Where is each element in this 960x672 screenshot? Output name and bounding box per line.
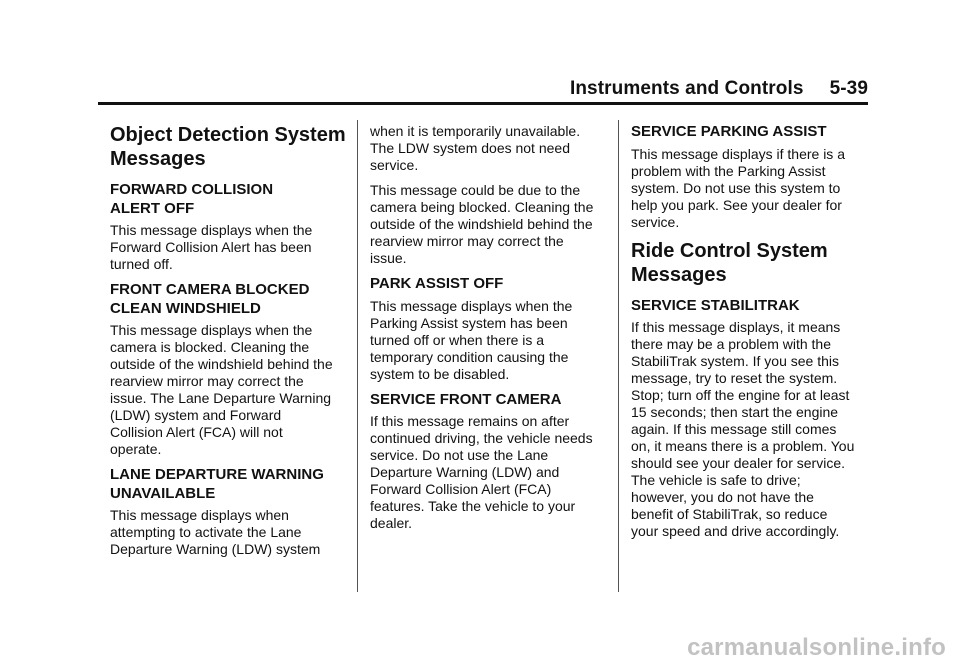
watermark: carmanualsonline.info xyxy=(687,634,946,661)
message-body: This message displays when the Forward Collision Alert has been turned off. xyxy=(110,222,313,272)
column-1 xyxy=(110,123,350,566)
page-header-title: Instruments and Controls xyxy=(569,78,804,99)
column-2 xyxy=(370,123,610,540)
column-divider xyxy=(618,120,619,592)
page-number: 5-39 xyxy=(829,78,868,99)
section-service-stabilitrak xyxy=(631,297,871,541)
message-body: If this message displays, it means there may be a problem with the StabiliTrak system. If you see this message, try to reset the system. Stop; turn off the engine for at least 15 seconds; then start the engine again. If this message still comes on, it means there is a problem. You should see your dealer for service. The vehicle is safe to drive; however, you do not have the benefit of StabiliTrak, so reduce your speed and drive accordingly. xyxy=(631,319,855,539)
message-title: FORWARD COLLISION ALERT OFF xyxy=(110,181,274,217)
column-3 xyxy=(631,123,871,548)
message-body: This message displays when the camera is blocked. Cleaning the outside of the windshield behind the rearview mirror may correct the issue. The Lane Departure Warning (LDW) system and Forward Collision Alert (FCA) will not operate. xyxy=(110,322,333,457)
section-service-parking-assist xyxy=(631,123,871,231)
column-divider xyxy=(357,120,358,592)
message-title: LANE DEPARTURE WARNING UNAVAILABLE xyxy=(110,466,324,502)
paragraph-continued: when it is temporarily unavailable. The LDW system does not need service. xyxy=(370,123,581,173)
message-title: FRONT CAMERA BLOCKED CLEAN WINDSHIELD xyxy=(110,281,310,317)
section-service-front-camera xyxy=(370,391,610,533)
header-rule xyxy=(98,102,868,105)
section-park-assist-off xyxy=(370,275,610,383)
message-title: SERVICE STABILITRAK xyxy=(631,296,800,314)
message-body: This message displays when the Parking Assist system has been turned off or when there is a temporary condition causing the system to be disabled. xyxy=(370,297,573,382)
message-body: If this message remains on after continued driving, the vehicle needs service. Do not use the Lane Departure Warning (LDW) and Forward Collision Alert (FCA) features. Take the vehicle to your dealer. xyxy=(370,413,593,531)
section-forward-collision-alert-off xyxy=(110,181,350,273)
page-header xyxy=(570,78,868,100)
message-title: SERVICE FRONT CAMERA xyxy=(370,390,562,408)
message-body: This message displays when attempting to activate the Lane Departure Warning (LDW) system xyxy=(110,507,321,557)
message-title: SERVICE PARKING ASSIST xyxy=(631,123,827,140)
message-title: PARK ASSIST OFF xyxy=(370,275,504,292)
section-lane-departure-warning-unavailable xyxy=(110,466,350,558)
paragraph: This message could be due to the camera being blocked. Cleaning the outside of the windshield behind the rearview mirror may correct the issue. xyxy=(370,182,594,266)
section-front-camera-blocked xyxy=(110,281,350,458)
message-body: This message displays if there is a problem with the Parking Assist system. Do not use this system to help you park. See your dealer for service. xyxy=(631,145,845,230)
section-heading-object-detection: Object Detection System Messages xyxy=(110,124,346,170)
section-heading-ride-control: Ride Control System Messages xyxy=(631,239,828,286)
